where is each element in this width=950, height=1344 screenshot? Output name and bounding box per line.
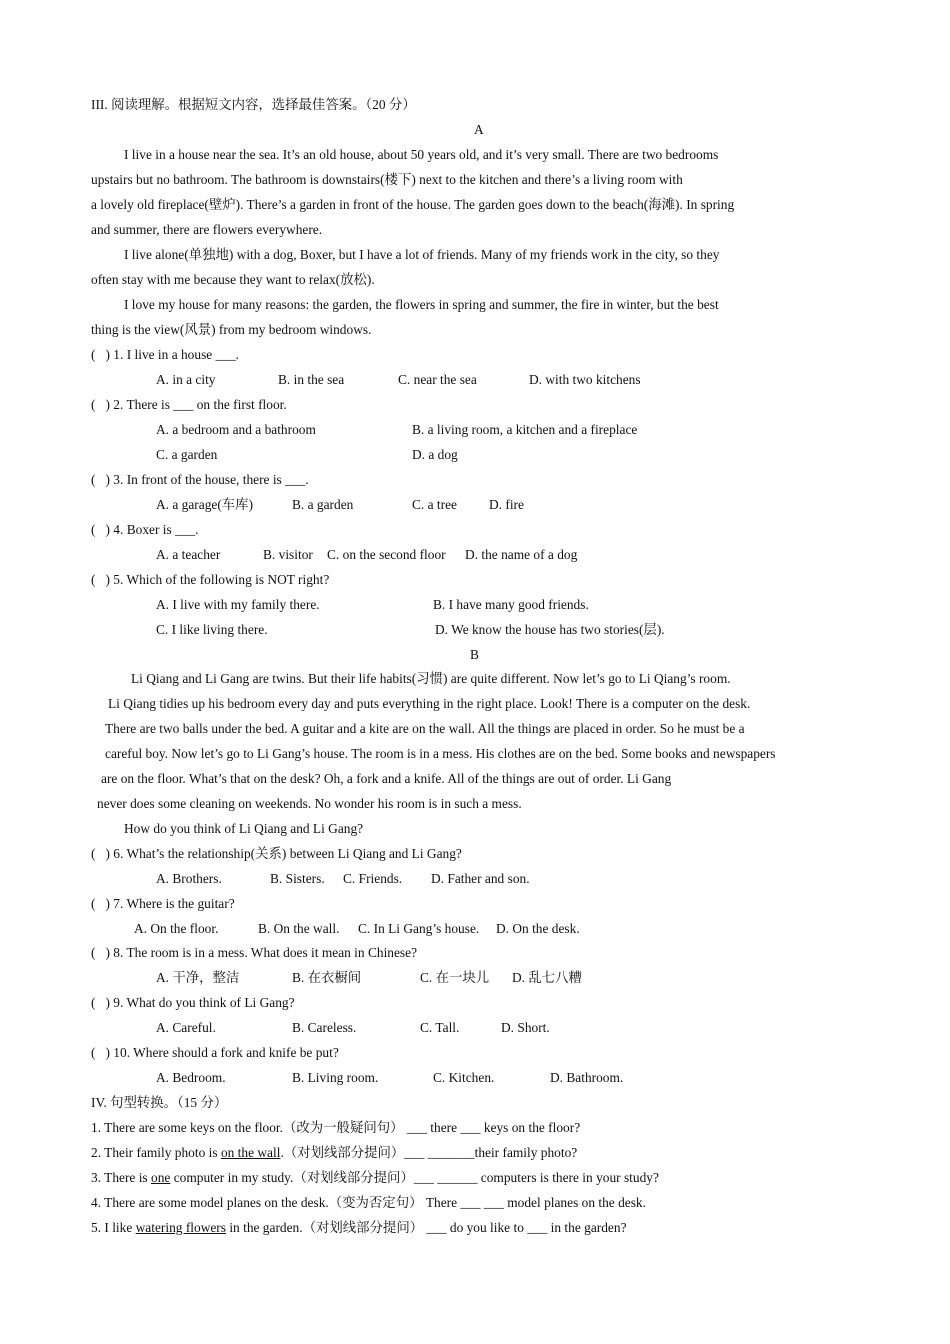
option: B. in the sea bbox=[278, 372, 345, 387]
option: A. On the floor. bbox=[134, 921, 219, 936]
option: A. in a city bbox=[156, 372, 216, 387]
option: B. 在衣橱间 bbox=[292, 970, 362, 985]
option: B. a garden bbox=[292, 497, 354, 512]
option: D. We know the house has two stories(层). bbox=[435, 622, 665, 637]
item-text: 5. I like bbox=[91, 1220, 136, 1235]
option: C. I like living there. bbox=[156, 622, 268, 637]
underlined-phrase: watering flowers bbox=[135, 1220, 226, 1235]
question-stem: ( ) 6. What’s the relationship(关系) between Li Qiang and Li Gang? bbox=[91, 846, 462, 861]
option: A. a garage(车库) bbox=[156, 497, 254, 512]
question-stem: ( ) 7. Where is the guitar? bbox=[91, 896, 235, 911]
option: B. Careless. bbox=[292, 1020, 357, 1035]
underlined-phrase: on the wall bbox=[220, 1145, 281, 1160]
option: C. a tree bbox=[412, 497, 457, 512]
item-text: 1. There are some keys on the floor.（改为一般疑问句） ___ there ___ keys on the floor? bbox=[91, 1120, 581, 1135]
passage-b-line: How do you think of Li Qiang and Li Gang? bbox=[124, 821, 364, 836]
option: D. Father and son. bbox=[431, 871, 530, 886]
passage-a-line: I live in a house near the sea. It’s an old house, about 50 years old, and it’s very small. There are two bedrooms bbox=[124, 147, 719, 162]
question-stem: ( ) 2. There is ___ on the first floor. bbox=[91, 397, 287, 412]
passage-a-line: upstairs but no bathroom. The bathroom is downstairs(楼下) next to the kitchen and there’s a living room with bbox=[91, 172, 683, 187]
option: D. On the desk. bbox=[496, 921, 580, 936]
option: C. on the second floor bbox=[327, 547, 446, 562]
question-stem: ( ) 8. The room is in a mess. What does it mean in Chinese? bbox=[91, 945, 418, 960]
option: D. Bathroom. bbox=[550, 1070, 624, 1085]
option: A. 干净，整洁 bbox=[156, 970, 240, 985]
item-text: 4. There are some model planes on the desk.（变为否定句） There ___ ___ model planes on the desk. bbox=[91, 1195, 646, 1210]
passage-b-line: There are two balls under the bed. A guitar and a kite are on the wall. All the things are placed in order. So he must be a bbox=[105, 721, 745, 736]
option: D. the name of a dog bbox=[465, 547, 578, 562]
transform-item bbox=[91, 1220, 627, 1236]
item-text: computer in my study.（对划线部分提问）___ ______ computers is there in your study? bbox=[170, 1170, 659, 1185]
option: A. I live with my family there. bbox=[156, 597, 320, 612]
option: C. a garden bbox=[156, 447, 218, 462]
option: B. Sisters. bbox=[270, 871, 325, 886]
underlined-phrase: one bbox=[151, 1170, 171, 1185]
option: D. 乱七八糟 bbox=[512, 970, 582, 985]
passage-a-line: and summer, there are flowers everywhere. bbox=[91, 222, 323, 237]
option: C. 在一块儿 bbox=[420, 970, 490, 985]
option: B. Living room. bbox=[292, 1070, 379, 1085]
option: C. Kitchen. bbox=[433, 1070, 495, 1085]
option: D. Short. bbox=[501, 1020, 550, 1035]
option: D. fire bbox=[489, 497, 524, 512]
option: C. near the sea bbox=[398, 372, 477, 387]
passage-a-line: often stay with me because they want to relax(放松). bbox=[91, 272, 375, 287]
passage-b-line: careful boy. Now let’s go to Li Gang’s house. The room is in a mess. His clothes are on the bed. Some books and newspapers bbox=[105, 746, 776, 761]
transform-item bbox=[91, 1145, 577, 1161]
passage-b-line: never does some cleaning on weekends. No wonder his room is in such a mess. bbox=[97, 796, 522, 811]
option: B. visitor bbox=[263, 547, 313, 562]
question-stem: ( ) 4. Boxer is ___. bbox=[91, 522, 199, 537]
section-4-heading: IV. 句型转换。（15 分） bbox=[91, 1095, 228, 1110]
passage-b-label: B bbox=[470, 647, 479, 662]
item-text: .（对划线部分提问）___ _______their family photo? bbox=[280, 1145, 578, 1160]
item-text: 3. There is bbox=[91, 1170, 151, 1185]
option: A. a bedroom and a bathroom bbox=[156, 422, 316, 437]
passage-a-label: A bbox=[474, 122, 484, 137]
option: C. Friends. bbox=[343, 871, 403, 886]
item-text: 2. Their family photo is bbox=[91, 1145, 221, 1160]
passage-b-line: Li Qiang tidies up his bedroom every day and puts everything in the right place. Look! There is a computer on the desk. bbox=[108, 696, 751, 711]
question-stem: ( ) 10. Where should a fork and knife be put? bbox=[91, 1045, 339, 1060]
option: A. Brothers. bbox=[156, 871, 222, 886]
passage-b-line: are on the floor. What’s that on the desk? Oh, a fork and a knife. All of the things are out of order. Li Gang bbox=[101, 771, 672, 786]
option: D. with two kitchens bbox=[529, 372, 641, 387]
passage-b-line: Li Qiang and Li Gang are twins. But their life habits(习惯) are quite different. Now let’s go to Li Qiang’s room. bbox=[131, 671, 731, 686]
passage-a-line: a lovely old fireplace(壁炉). There’s a garden in front of the house. The garden goes down to the beach(海滩). In spring bbox=[91, 197, 735, 212]
passage-a-line: I live alone(单独地) with a dog, Boxer, but I have a lot of friends. Many of my friends work in the city, so they bbox=[124, 247, 720, 262]
question-stem: ( ) 3. In front of the house, there is ___. bbox=[91, 472, 309, 487]
transform-item bbox=[91, 1120, 580, 1136]
passage-a-line: I love my house for many reasons: the garden, the flowers in spring and summer, the fire in winter, but the best bbox=[124, 297, 719, 312]
question-stem: ( ) 1. I live in a house ___. bbox=[91, 347, 240, 362]
option: C. Tall. bbox=[420, 1020, 460, 1035]
option: B. a living room, a kitchen and a fireplace bbox=[412, 422, 638, 437]
transform-item bbox=[91, 1195, 646, 1211]
item-text: in the garden.（对划线部分提问） ___ do you like to ___ in the garden? bbox=[225, 1220, 627, 1235]
option: B. On the wall. bbox=[258, 921, 340, 936]
option: A. Careful. bbox=[156, 1020, 216, 1035]
option: D. a dog bbox=[412, 447, 458, 462]
question-stem: ( ) 9. What do you think of Li Gang? bbox=[91, 995, 295, 1010]
section-3-heading: III. 阅读理解。根据短文内容，选择最佳答案。（20 分） bbox=[91, 97, 416, 112]
option: C. In Li Gang’s house. bbox=[358, 921, 480, 936]
question-stem: ( ) 5. Which of the following is NOT right? bbox=[91, 572, 330, 587]
passage-a-line: thing is the view(风景) from my bedroom windows. bbox=[91, 322, 372, 337]
option: B. I have many good friends. bbox=[433, 597, 589, 612]
option: A. Bedroom. bbox=[156, 1070, 226, 1085]
option: A. a teacher bbox=[156, 547, 221, 562]
transform-item bbox=[91, 1170, 659, 1186]
